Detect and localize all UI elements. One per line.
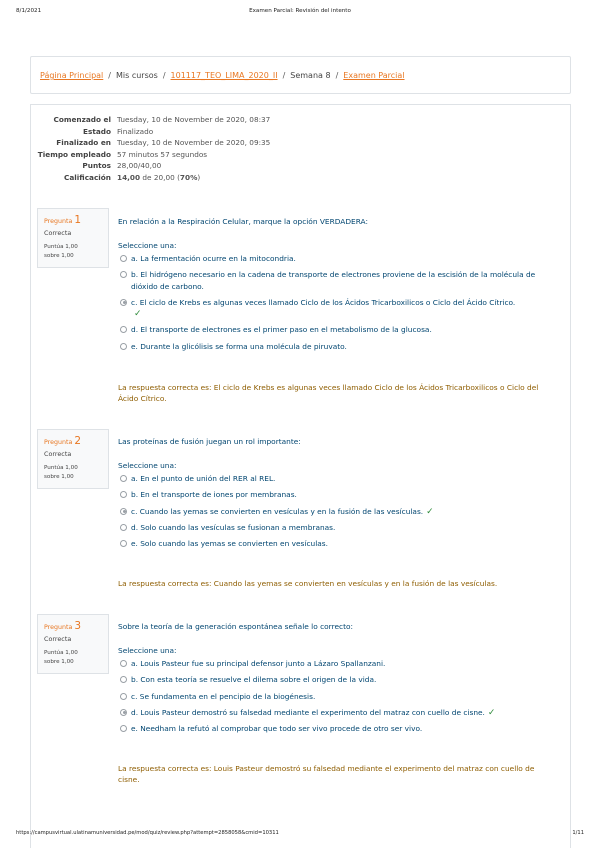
option-label: c. El ciclo de Krebs es algunas veces llamado Ciclo de los Ácidos Tricarboxilicos o Ciclo del Ácido Cítrico.	[131, 297, 516, 307]
radio-button[interactable]	[120, 676, 127, 683]
radio-button-checked[interactable]	[120, 709, 127, 716]
summary-value: 28,00/40,00	[117, 161, 162, 171]
answer-option[interactable]	[118, 723, 550, 734]
print-date: 8/1/2021	[16, 8, 42, 14]
answer-prompt: Seleccione una:	[118, 241, 177, 250]
answer-option[interactable]	[118, 522, 550, 533]
breadcrumb-separator: /	[162, 71, 166, 80]
question-info-2	[37, 429, 109, 489]
option-label: c. Cuando las yemas se convierten en vesículas y en la fusión de las vesículas.	[131, 506, 424, 516]
answer-prompt: Seleccione una:	[118, 461, 177, 470]
grade-close: )	[197, 172, 201, 182]
question-text: Sobre la teoría de la generación espontánea señale lo correcto:	[118, 622, 353, 631]
breadcrumb	[30, 56, 571, 94]
summary-row-state	[36, 126, 436, 138]
summary-row-time-taken	[36, 149, 436, 161]
question-text: Las proteínas de fusión juegan un rol importante:	[118, 437, 301, 446]
breadcrumb-separator: /	[335, 71, 339, 80]
radio-button[interactable]	[120, 343, 127, 350]
question-grade: Puntúa 1,00 sobre 1,00	[44, 650, 78, 665]
option-label: b. Con esta teoría se resuelve el dilema sobre el origen de la vida.	[131, 675, 377, 685]
correct-check-icon: ✓	[134, 309, 142, 320]
answer-option[interactable]	[118, 674, 550, 685]
answer-option[interactable]	[118, 253, 550, 264]
breadcrumb-week[interactable]: Semana 8	[290, 71, 331, 80]
summary-value: Finalizado	[117, 126, 154, 136]
radio-button[interactable]	[120, 491, 127, 498]
question-text: En relación a la Respiración Celular, marque la opción VERDADERA:	[118, 217, 368, 226]
question-state: Correcta	[44, 229, 72, 237]
grade-percent: 70%	[179, 172, 198, 182]
print-title: Examen Parcial: Revisión del intento	[249, 8, 351, 14]
print-footer	[16, 830, 584, 840]
answer-option-selected[interactable]	[118, 297, 550, 320]
option-label: e. Needham la refutó al comprobar que todo ser vivo procede de otro ser vivo.	[131, 724, 423, 734]
question-number	[44, 435, 103, 447]
print-url: https://campusvirtual.ulatinamuniversidad.pe/mod/quiz/review.php?attempt=2858058&cmid=10311	[16, 830, 279, 836]
question-feedback-2: La respuesta correcta es: Cuando las yemas se convierten en vesículas y en la fusión de las vesículas.	[118, 579, 498, 588]
question-label: Pregunta	[44, 218, 73, 225]
question-content-1	[118, 216, 550, 357]
correct-check-icon: ✓	[487, 707, 496, 718]
summary-row-finished	[36, 137, 436, 149]
print-page-number: 1/11	[572, 830, 584, 836]
question-content-2	[118, 436, 550, 554]
question-feedback-1: La respuesta correcta es: El ciclo de Krebs es algunas veces llamado Ciclo de los Ácidos Tricarboxilicos o Ciclo del Ácido Cítrico.	[118, 383, 539, 404]
breadcrumb-quiz-link[interactable]: Examen Parcial	[343, 71, 405, 80]
summary-label: Estado	[83, 126, 111, 136]
radio-button[interactable]	[120, 475, 127, 482]
radio-button[interactable]	[120, 693, 127, 700]
option-label: d. Louis Pasteur demostró su falsedad mediante el experimento del matraz con cuello de cisne.	[131, 707, 485, 717]
question-feedback-3: La respuesta correcta es: Louis Pasteur demostró su falsedad mediante el experimento del matraz con cuello de cisne.	[118, 764, 535, 785]
option-label: c. Se fundamenta en el pencipio de la biogénesis.	[131, 691, 316, 701]
option-label: b. En el transporte de iones por membranas.	[131, 490, 297, 500]
summary-label: Tiempo empleado	[37, 149, 111, 159]
summary-row-grade	[36, 172, 436, 184]
answer-option[interactable]	[118, 341, 550, 352]
summary-row-marks	[36, 160, 436, 172]
question-number	[44, 214, 103, 226]
question-number-value: 2	[74, 435, 82, 447]
question-state: Correcta	[44, 450, 72, 458]
summary-value: 57 minutos 57 segundos	[117, 149, 208, 159]
radio-button[interactable]	[120, 255, 127, 262]
option-label: a. En el punto de unión del RER al REL.	[131, 474, 276, 483]
answer-option[interactable]	[118, 269, 550, 292]
radio-button[interactable]	[120, 524, 127, 531]
answer-option[interactable]	[118, 658, 550, 669]
answer-option[interactable]	[118, 473, 550, 484]
breadcrumb-separator: /	[282, 71, 286, 80]
breadcrumb-separator: /	[108, 71, 111, 80]
summary-value: Tuesday, 10 de November de 2020, 08:37	[117, 115, 271, 124]
option-label: d. Solo cuando las vesículas se fusionan a membranas.	[131, 522, 336, 532]
correct-check-icon: ✓	[426, 506, 434, 517]
grade-out-of: de 20,00 (	[140, 172, 180, 182]
attempt-summary-table	[36, 114, 436, 184]
option-label: d. El transporte de electrones es el primer paso en el metabolismo de la glucosa.	[131, 325, 432, 335]
summary-label: Comenzado el	[53, 115, 111, 124]
summary-label: Finalizado en	[56, 138, 111, 148]
question-info-1	[37, 208, 109, 268]
option-label: e. Durante la glicólisis se forma una molécula de piruvato.	[131, 341, 347, 351]
print-header	[16, 8, 584, 20]
radio-button-checked[interactable]	[120, 299, 127, 306]
summary-label: Calificación	[64, 172, 111, 182]
answer-option[interactable]	[118, 538, 550, 549]
question-grade: Puntúa 1,00 sobre 1,00	[44, 465, 78, 480]
question-number-value: 3	[74, 620, 82, 632]
summary-label: Puntos	[82, 161, 111, 171]
answer-option[interactable]	[118, 691, 550, 702]
option-label: b. El hidrógeno necesario en la cadena de transporte de electrones proviene de la escisión de la molécula de dióxido de carbono.	[131, 270, 536, 291]
question-label: Pregunta	[44, 624, 73, 631]
breadcrumb-course-link[interactable]: 101117_TEO_LIMA_2020_II	[170, 71, 278, 80]
question-label: Pregunta	[44, 439, 73, 446]
radio-button[interactable]	[120, 326, 127, 333]
answer-option-selected[interactable]	[118, 506, 550, 517]
summary-grade-value	[117, 172, 200, 184]
radio-button[interactable]	[120, 540, 127, 547]
radio-button[interactable]	[120, 660, 127, 667]
question-number-value: 1	[74, 214, 82, 226]
option-label: a. La fermentación ocurre en la mitocondria.	[131, 254, 296, 263]
radio-button[interactable]	[120, 271, 127, 278]
radio-button[interactable]	[120, 725, 127, 732]
answer-prompt: Seleccione una:	[118, 646, 177, 655]
question-grade: Puntúa 1,00 sobre 1,00	[44, 244, 78, 259]
question-content-3	[118, 621, 550, 739]
summary-row-started	[36, 114, 436, 126]
answer-option[interactable]	[118, 324, 550, 335]
question-info-3	[37, 614, 109, 674]
breadcrumb-home-link[interactable]: Página Principal	[40, 71, 104, 80]
summary-value: Tuesday, 10 de November de 2020, 09:35	[117, 138, 271, 148]
answer-option[interactable]	[118, 489, 550, 500]
question-state: Correcta	[44, 635, 72, 643]
radio-button-checked[interactable]	[120, 508, 127, 515]
option-label: e. Solo cuando las yemas se convierten en vesículas.	[131, 539, 328, 549]
question-number	[44, 620, 103, 632]
grade-score: 14,00	[117, 172, 141, 182]
option-label: a. Louis Pasteur fue su principal defensor junto a Lázaro Spallanzani.	[131, 659, 386, 668]
answer-option-selected[interactable]	[118, 707, 550, 718]
breadcrumb-my-courses[interactable]: Mis cursos	[115, 71, 158, 80]
